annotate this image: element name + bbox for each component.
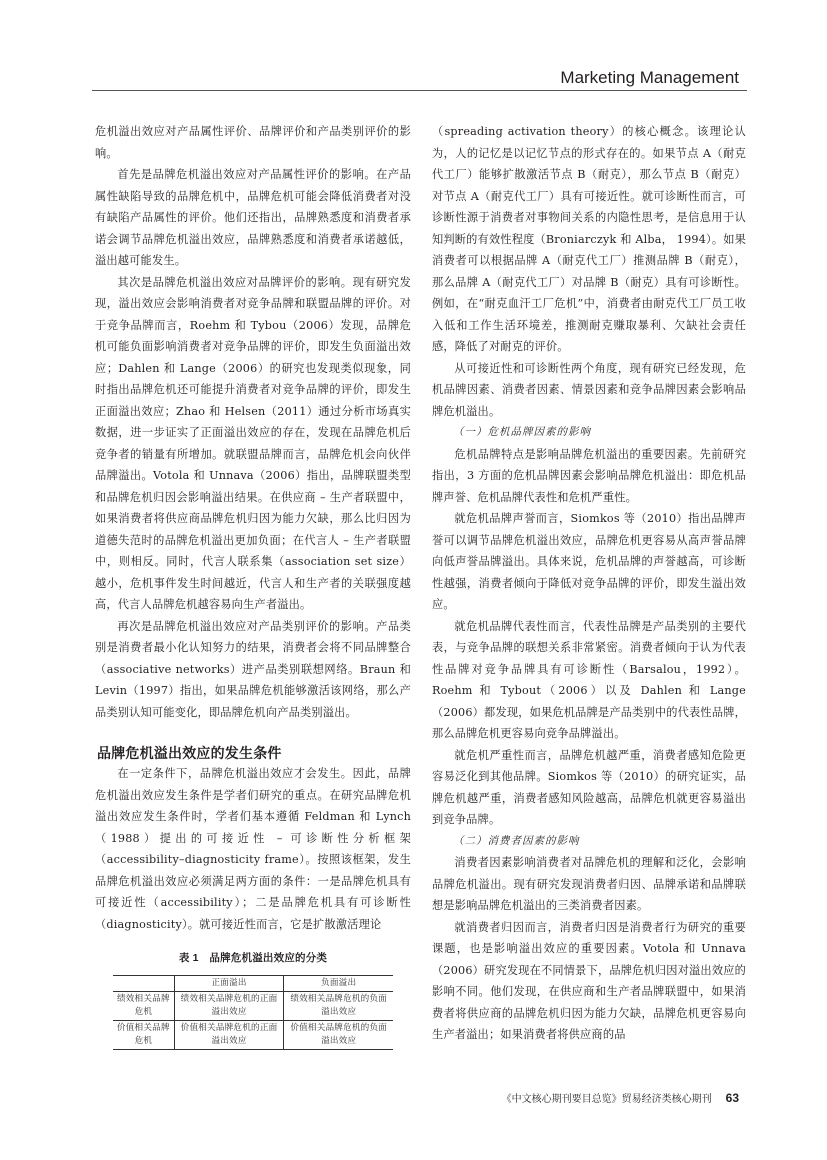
paragraph: 危机品牌特点是影响品牌危机溢出的重要因素。先前研究指出，3 方面的危机品牌因素会影响品牌危机溢出：即危机品牌声誉、危机品牌代表性和危机严重性。: [432, 447, 746, 504]
table-cell: 绩效相关品牌危机的正面溢出效应: [174, 992, 284, 1021]
paragraph: 就消费者归因而言，消费者归因是消费者行为研究的重要课题，也是影响溢出效应的重要因素。Votola 和 Unnava（2006）研究发现在不同情景下，品牌危机归因对溢出效应的影响不同。他们发现，在供应商和生产者品牌联盟中，如果消费者将供应商的品牌危机归因为能力欠缺，品牌危机更容易向生产者溢出；如果消费者将供应商的品: [432, 920, 746, 1041]
table-cell: 绩效相关品牌危机的负面溢出效应: [290, 994, 388, 1017]
table-row-label: 绩效相关品牌危机: [113, 992, 174, 1021]
table-header-row: [113, 976, 393, 992]
paragraph: 再次是品牌危机溢出效应对产品类别评价的影响。产品类别是消费者最小化认知努力的结果，消费者会将不同品牌整合（associative networks）进产品类别联想网络。Braun 和 Levin（1997）指出，如果品牌危机能够激活该网络，那么产品类别认知可能变化，即品牌危机向产品类别溢出。: [95, 619, 411, 719]
table-cell: 价值相关品牌危机的负面溢出效应: [290, 1023, 388, 1046]
paragraph: 首先是品牌危机溢出效应对产品属性评价的影响。在产品属性缺陷导致的品牌危机中，品牌危机可能会降低消费者对没有缺陷产品属性的评价。他们还指出，品牌熟悉度和消费者承诺会调节品牌危机溢出效应，品牌熟悉度和消费者承诺越低，溢出越可能发生。: [95, 168, 411, 267]
page-footer: [502, 1090, 739, 1105]
paragraph: 从可接近性和可诊断性两个角度，现有研究已经发现，危机品牌因素、消费者因素、情景因素和竞争品牌因素会影响品牌危机溢出。: [432, 361, 746, 418]
paragraph: 就危机品牌声誉而言，Siomkos 等（2010）指出品牌声誉可以调节品牌危机溢出效应，品牌危机更容易从高声誉品牌向低声誉品牌溢出。具体来说，危机品牌的声誉越高，可诊断性越强，消费者倾向于降低对竞争品牌的评价，即发生溢出效应。: [432, 512, 746, 611]
table-row: [113, 1021, 393, 1050]
running-header-title: Marketing Management: [560, 68, 739, 87]
paragraph: 就危机品牌代表性而言，代表性品牌是产品类别的主要代表，与竞争品牌的联想关系非常紧密。消费者倾向于认为代表性品牌对竞争品牌具有可诊断性（Barsalou，1992）。Roehm 和 Tybout（2006）以及 Dahlen 和 Lange（2006）都发现，如果危机品牌是产品类别中的代表性品牌，那么品牌危机更容易向竞争品牌溢出。: [432, 619, 746, 740]
table-row-label: 价值相关品牌危机: [113, 1021, 174, 1050]
subsection-heading: （一）危机品牌因素的影响: [453, 426, 591, 438]
table-row: [113, 992, 393, 1021]
journal-note: 《中文核心期刊要目总览》贸易经济类核心期刊: [501, 1094, 712, 1105]
table-cell: 价值相关品牌危机的正面溢出效应: [174, 1021, 284, 1050]
paragraph: （spreading activation theory）的核心概念。该理论认为，人的记忆是以记忆节点的形式存在的。如果节点 A（耐克代工厂）能够扩散激活节点 B（耐克），那么节点 B（耐克）对节点 A（耐克代工厂）具有可接近性。就可诊断性而言，可诊断性源于消费者对事物间关系的内隐性思考，是信息用于认知判断的有效性程度（Broniarczyk 和 Alba， 1994）。如果消费者可以根据品牌 A（耐克代工厂）推测品牌 B（耐克），那么品牌 A（耐克代工厂）对品牌 B（耐克）具有可诊断性。例如，在“耐克血汗工厂危机”中，消费者由耐克代工厂员工收入低和工作生活环境差，推测耐克赚取暴利、欠缺社会责任感，降低了对耐克的评价。: [432, 125, 746, 353]
table-header-cell: [113, 976, 174, 992]
table-header-cell: 正面溢出: [174, 976, 284, 992]
classification-table: [113, 975, 393, 1050]
subsection-heading: （二）消费者因素的影响: [453, 834, 580, 847]
section-heading: 品牌危机溢出效应的发生条件: [97, 745, 282, 761]
right-column: [432, 121, 746, 1046]
table-caption: 表 1 品牌危机溢出效应的分类: [178, 952, 328, 964]
paragraph: 就危机严重性而言，品牌危机越严重，消费者感知危险更容易泛化到其他品牌。Siomkos 等（2010）的研究证实，品牌危机越严重，消费者感知风险越高，品牌危机就更容易溢出到竞争品牌。: [432, 748, 746, 826]
paragraph: 其次是品牌危机溢出效应对品牌评价的影响。现有研究发现，溢出效应会影响消费者对竞争品牌和联盟品牌的评价。对于竞争品牌而言，Roehm 和 Tybou（2006）发现，品牌危机可能负面影响消费者对竞争品牌的评价，即发生负面溢出效应；Dahlen 和 Lange（2006）的研究也发现类似现象，同时指出品牌危机还可能提升消费者对竞争品牌的评价，即发生正面溢出效应；Zhao 和 Helsen（2011）通过分析市场真实数据，进一步证实了正面溢出效应的存在，发现在品牌危机后竞争者的销量有所增加。就联盟品牌而言，品牌危机会向伙伴品牌溢出。Votola 和 Unnava（2006）指出，品牌联盟类型和品牌危机归因会影响溢出结果。在供应商 – 生产者联盟中，如果消费者将供应商品牌危机归因为能力欠缺，那么比归因为道德失范时的品牌危机溢出更加负面；在代言人 – 生产者联盟中，则相反。同时，代言人联系集（association set size）越小，危机事件发生时间越近，代言人和生产者的关联强度越高，代言人品牌危机越容易向生产者溢出。: [95, 275, 411, 611]
page-number: 63: [725, 1091, 739, 1105]
paragraph: 消费者因素影响消费者对品牌危机的理解和泛化，会影响品牌危机溢出。现有研究发现消费者归因、品牌承诺和品牌联想是影响品牌危机溢出的三类消费者因素。: [432, 856, 746, 912]
table-header-cell: 负面溢出: [321, 978, 357, 988]
paragraph: 危机溢出效应对产品属性评价、品牌评价和产品类别评价的影响。: [95, 125, 411, 160]
header-rule: [92, 90, 747, 91]
paragraph: 在一定条件下，品牌危机溢出效应才会发生。因此，品牌危机溢出效应发生条件是学者们研究的重点。在研究品牌危机溢出效应发生条件时，学者们基本遵循 Feldman 和 Lynch（1988）提出的可接近性 – 可诊断性分析框架（accessibility–diagnosticity frame）。按照该框架，发生品牌危机溢出效应必须满足两方面的条件：一是品牌危机具有可接近性（accessibility）；二是品牌危机具有可诊断性（diagnosticity）。就可接近性而言，它是扩散激活理论: [95, 767, 411, 931]
left-column: [95, 121, 411, 1050]
